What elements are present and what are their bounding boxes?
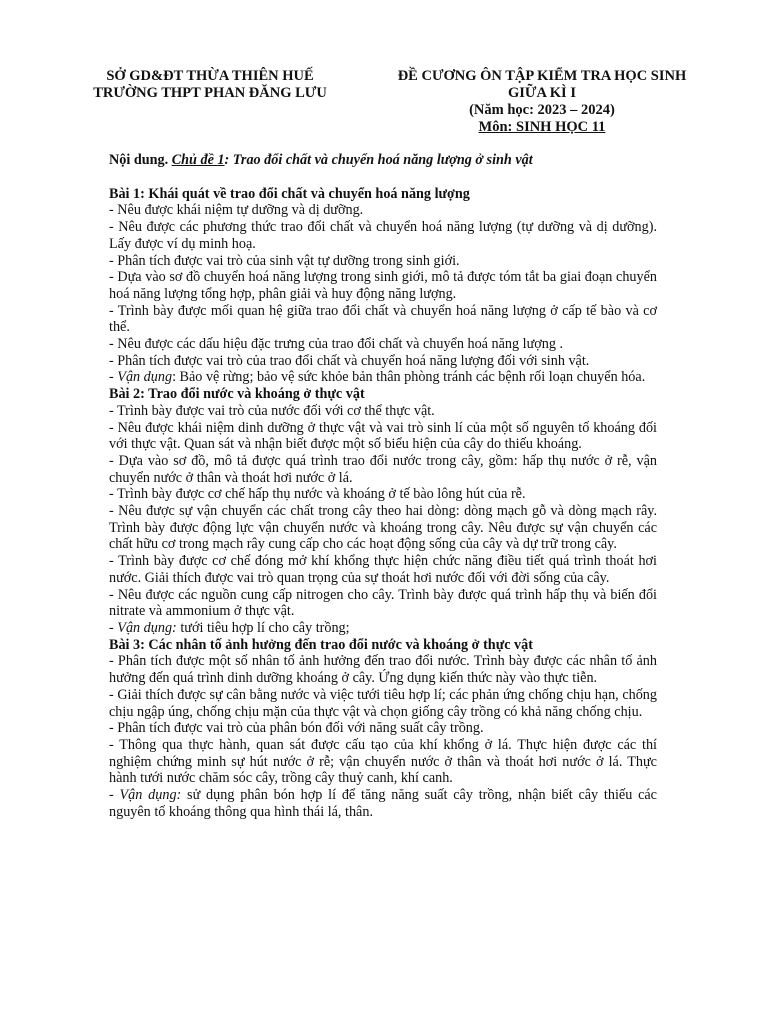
- objective-text: : Bảo vệ rừng; bảo vệ sức khỏe bản thân phòng tránh các bệnh rối loạn chuyển hóa.: [172, 369, 646, 386]
- school-header: [80, 68, 340, 102]
- apply-label: - Vận dụng:: [109, 787, 182, 804]
- apply-label: - Vận dụng: [109, 369, 173, 386]
- objective-text: - Trình bày được vai trò của nước đối với cơ thể thực vật.: [109, 402, 435, 419]
- objective-item: [109, 353, 657, 370]
- objective-item: [109, 486, 657, 503]
- objective-item: [109, 420, 657, 453]
- exam-title-line-1: ĐỀ CƯƠNG ÔN TẬP KIỂM TRA HỌC SINH: [397, 68, 687, 84]
- department-name: SỞ GD&ĐT THỪA THIÊN HUẾ: [106, 68, 314, 84]
- objective-item: [109, 503, 657, 553]
- lesson-section: [109, 386, 657, 637]
- objective-text: - Thông qua thực hành, quan sát được cấu tạo của khí khổng ở lá. Thực hiện được các thí nghiệm chứng minh sự hút nước ở rễ; vận chuyển nước ở thân và thoát hơi nước ở lá. Thực hành tưới nước chăm sóc cây, trồng cây thuỷ canh, khí canh.: [109, 736, 657, 787]
- objective-text: - Phân tích được một số nhân tố ảnh hưởng đến trao đổi nước. Trình bày được các nhân tố ảnh hưởng đến quá trình dinh dưỡng khoáng ở cây. Ứng dụng kiến thức này vào thực tiễn.: [109, 653, 657, 687]
- objective-item: [109, 202, 657, 219]
- objective-item: [109, 219, 657, 252]
- objective-text: - Nêu được các phương thức trao đổi chất và chuyển hoá năng lượng (tự dưỡng và dị dưỡng). Lấy được ví dụ minh hoạ.: [109, 219, 657, 252]
- objective-text: sử dụng phân bón hợp lí để tăng năng suất cây trồng, nhận biết cây thiếu các nguyên tố khoáng thông qua hình thái lá, thân.: [109, 787, 657, 820]
- objective-item: [109, 653, 657, 686]
- exam-title-line-2: GIỮA KÌ I: [508, 85, 576, 101]
- objective-item: [109, 403, 657, 420]
- objective-text: - Nêu được khái niệm tự dưỡng và dị dưỡng.: [109, 202, 364, 219]
- document-body: [109, 152, 657, 820]
- objective-text: - Trình bày được cơ chế đóng mở khí khổng thực hiện chức năng điều tiết quá trình thoát hơi nước. Giải thích được vai trò quan trọng của sự thoát hơi nước đối với đời sống của cây.: [109, 553, 657, 586]
- objective-text: - Phân tích được vai trò của phân bón đối với năng suất cây trồng.: [109, 720, 484, 737]
- objective-text: - Dựa vào sơ đồ, mô tả được quá trình trao đổi nước trong cây, gồm: hấp thụ nước ở rễ, vận chuyển nước ở thân và thoát hơi nước ở lá.: [109, 452, 657, 486]
- lesson-heading: Bài 3: Các nhân tố ảnh hưởng đến trao đổi nước và khoáng ở thực vật: [109, 636, 533, 653]
- objective-text: - Phân tích được vai trò của sinh vật tự dưỡng trong sinh giới.: [109, 252, 460, 269]
- objective-item: [109, 269, 657, 302]
- topic-line: [109, 152, 657, 169]
- topic-number: Chủ đề 1: [171, 152, 225, 168]
- objective-item: [109, 787, 657, 820]
- objective-item: [109, 720, 657, 737]
- apply-label: - Vận dụng:: [109, 619, 177, 636]
- objective-text: - Nêu được các nguồn cung cấp nitrogen cho cây. Trình bày được quá trình hấp thụ và biến đổi nitrate và ammonium ở thực vật.: [109, 586, 657, 620]
- objective-text: - Nêu được khái niệm dinh dưỡng ở thực vật và vai trò sinh lí của một số nguyên tố khoáng đối với thực vật. Quan sát và nhận biết được một số biểu hiện của cây do thiếu khoáng.: [109, 419, 657, 453]
- objective-item: [109, 453, 657, 486]
- lesson-heading: Bài 2: Trao đổi nước và khoáng ở thực vật: [109, 386, 365, 403]
- objective-text: - Phân tích được vai trò của trao đổi chất và chuyển hoá năng lượng đối với sinh vật.: [109, 352, 590, 369]
- objective-item: [109, 587, 657, 620]
- objective-text: - Giải thích được sự cân bằng nước và việc tưới tiêu hợp lí; các phản ứng chống chịu hạn, chống chịu ngập úng, chống chịu mặn của thực vật và chọn giống cây trồng có khả năng chống chịu.: [109, 686, 657, 720]
- objective-item: [109, 253, 657, 270]
- lesson-section: [109, 186, 657, 386]
- lesson-section: [109, 637, 657, 821]
- exam-header: [372, 68, 712, 136]
- objective-text: - Trình bày được cơ chế hấp thụ nước và khoáng ở tế bào lông hút của rễ.: [109, 486, 526, 503]
- objective-item: [109, 336, 657, 353]
- topic-title: : Trao đổi chất và chuyển hoá năng lượng ở sinh vật: [224, 152, 533, 168]
- objective-item: [109, 687, 657, 720]
- topic-label: Nội dung.: [109, 152, 169, 168]
- objective-item: [109, 553, 657, 586]
- lessons-list: [109, 186, 657, 821]
- school-year: (Năm học: 2023 – 2024): [469, 102, 615, 118]
- subject-label: Môn: SINH HỌC 11: [478, 119, 606, 135]
- objective-item: [109, 303, 657, 336]
- objective-text: - Dựa vào sơ đồ chuyển hoá năng lượng trong sinh giới, mô tả được tóm tắt ba giai đoạn chuyển hoá năng lượng tổng hợp, phân giải và huy động năng lượng.: [109, 269, 657, 302]
- objective-text: - Nêu được các dấu hiệu đặc trưng của trao đổi chất và chuyển hoá năng lượng .: [109, 336, 564, 353]
- objective-item: [109, 369, 657, 386]
- objective-text: - Trình bày được mối quan hệ giữa trao đổi chất và chuyển hoá năng lượng ở cấp tế bào và cơ thể.: [109, 302, 657, 336]
- objective-text: - Nêu được sự vận chuyển các chất trong cây theo hai dòng: dòng mạch gỗ và dòng mạch rây. Trình bày được động lực vận chuyển nước và khoáng trong cây. Nêu được sự vận chuyển các chất hữu cơ trong mạch rây cung cấp cho các hoạt động sống của cây và dự trữ trong cây.: [109, 503, 657, 553]
- school-name: TRƯỜNG THPT PHAN ĐĂNG LƯU: [93, 85, 327, 101]
- objective-text: tưới tiêu hợp lí cho cây trồng;: [176, 619, 350, 636]
- objective-item: [109, 737, 657, 787]
- lesson-heading: Bài 1: Khái quát về trao đổi chất và chuyển hoá năng lượng: [109, 185, 470, 202]
- objective-item: [109, 620, 657, 637]
